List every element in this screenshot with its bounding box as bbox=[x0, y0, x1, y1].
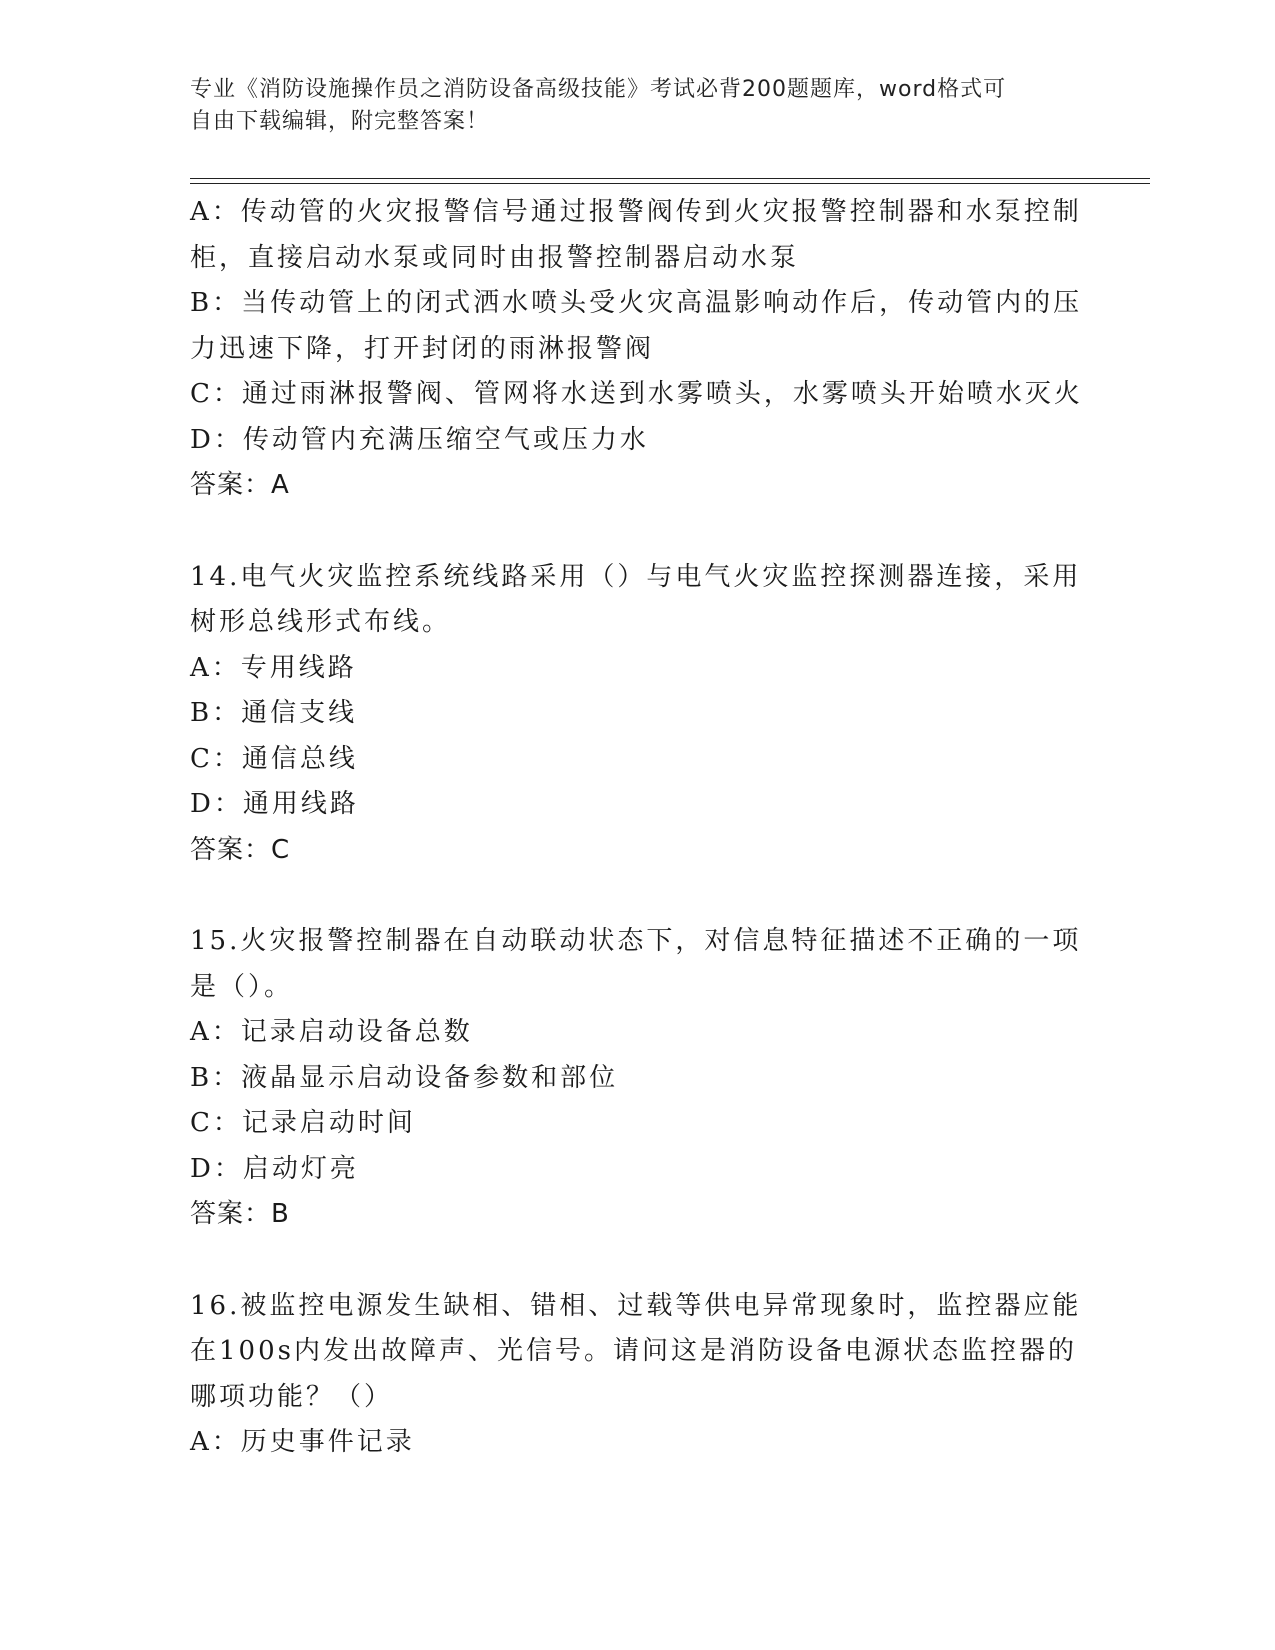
document-header bbox=[190, 74, 1080, 138]
header-line-1: 专业《消防设施操作员之消防设备高级技能》考试必背200题题库，word格式可 bbox=[190, 77, 1007, 102]
option-b-line-1: B：当传动管上的闭式洒水喷头受火灾高温影响动作后，传动管内的压 bbox=[190, 288, 1083, 318]
question-stem-line-2: 树形总线形式布线。 bbox=[190, 607, 452, 637]
option-d: D：通用线路 bbox=[190, 789, 359, 819]
question-15 bbox=[190, 919, 1090, 1238]
answer-line: 答案：B bbox=[190, 1199, 290, 1229]
question-14 bbox=[190, 555, 1090, 874]
header-divider-top bbox=[190, 178, 1150, 179]
question-stem-line-1: 16.被监控电源发生缺相、错相、过载等供电异常现象时，监控器应能 bbox=[190, 1290, 1082, 1321]
option-a: A：专用线路 bbox=[190, 652, 357, 683]
header-line-2: 自由下载编辑，附完整答案！ bbox=[190, 109, 490, 134]
option-c: C：通信总线 bbox=[190, 743, 358, 774]
question-stem-line-1: 15.火灾报警控制器在自动联动状态下，对信息特征描述不正确的一项 bbox=[190, 926, 1082, 956]
question-list bbox=[190, 190, 1090, 1466]
option-a-line-2: 柜，直接启动水泵或同时由报警控制器启动水泵 bbox=[190, 242, 800, 273]
question-stem-line-2: 在100s内发出故障声、光信号。请问这是消防设备电源状态监控器的 bbox=[190, 1336, 1077, 1366]
option-d: D：启动灯亮 bbox=[190, 1153, 359, 1184]
question-13-continued bbox=[190, 190, 1090, 509]
header-divider-bottom bbox=[190, 183, 1150, 184]
question-spacer bbox=[190, 873, 1090, 919]
question-spacer bbox=[190, 509, 1090, 555]
option-d: D：传动管内充满压缩空气或压力水 bbox=[190, 424, 649, 455]
option-a: A：记录启动设备总数 bbox=[190, 1017, 473, 1047]
question-stem-line-1: 14.电气火灾监控系统线路采用（）与电气火灾监控探测器连接，采用 bbox=[190, 561, 1082, 592]
question-stem-line-3: 哪项功能？（） bbox=[190, 1381, 394, 1412]
question-stem-line-2: 是（）。 bbox=[190, 971, 294, 1002]
question-spacer bbox=[190, 1238, 1090, 1284]
option-c: C：通过雨淋报警阀、管网将水送到水雾喷头，水雾喷头开始喷水灭火 bbox=[190, 379, 1083, 409]
answer-line: 答案：A bbox=[190, 470, 290, 500]
answer-line: 答案：C bbox=[190, 834, 291, 865]
option-a: A：历史事件记录 bbox=[190, 1427, 415, 1457]
question-16 bbox=[190, 1284, 1090, 1466]
option-c: C：记录启动时间 bbox=[190, 1108, 416, 1138]
option-b: B：通信支线 bbox=[190, 698, 358, 728]
option-b-line-2: 力迅速下降，打开封闭的雨淋报警阀 bbox=[190, 333, 655, 364]
option-a-line-1: A：传动管的火灾报警信号通过报警阀传到火灾报警控制器和水泵控制 bbox=[190, 197, 1082, 227]
option-b: B：液晶显示启动设备参数和部位 bbox=[190, 1062, 619, 1093]
